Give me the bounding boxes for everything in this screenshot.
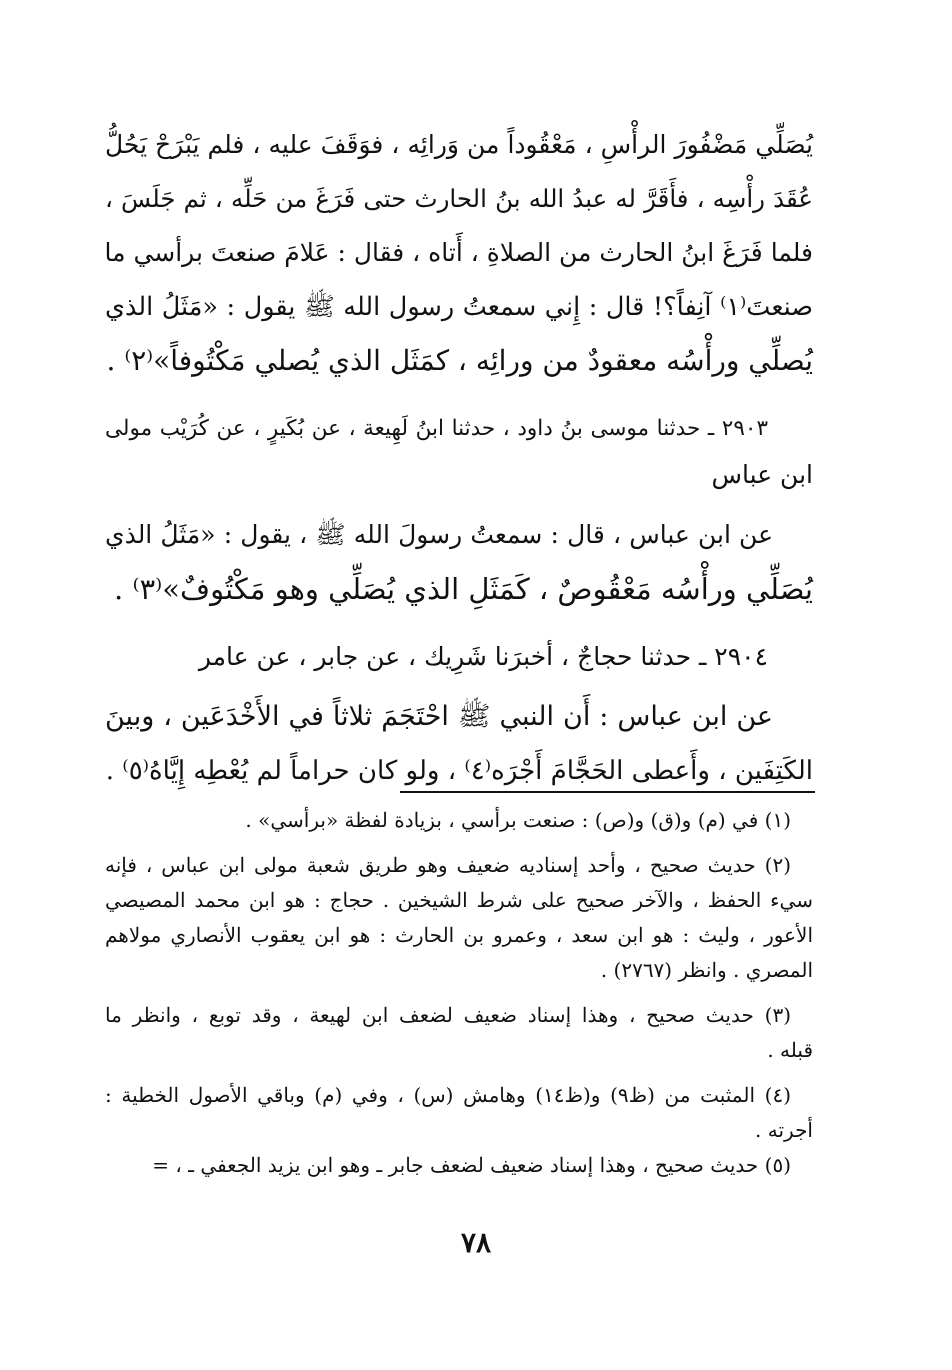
footnote-line: سيء الحفظ ، والآخر صحيح على شرط الشيخين . حجاج : هو ابن محمد المصيصي (105, 888, 813, 912)
text-line: الكَتِفَين ، وأَعطى الحَجَّامَ أَجْرَه⁽٤⁾ ، ولو كان حراماً لم يُعْطِه إِيَّاهُ⁽٥⁾ . (105, 756, 813, 786)
hadith-2903-matn (105, 508, 813, 616)
hadith-2904-isnad (105, 634, 813, 680)
footnote-5 (105, 1148, 813, 1183)
isnad-line: ٢٩٠٤ ـ حدثنا حجاجٌ ، أخبرَنا شَرِيك ، عن جابر ، عن عامر (198, 642, 768, 671)
footnote-3 (105, 998, 813, 1068)
hadith-2903-isnad (105, 406, 813, 498)
footnote-2 (105, 848, 813, 988)
isnad-line: ابن عباس (711, 460, 813, 489)
footnote-separator (400, 791, 815, 793)
main-text (105, 118, 813, 798)
footnote-line: الأعور ، وليث : هو ابن سعد ، وعمرو بن الحارث : هو ابن يعقوب الأنصاري مولاهم (105, 923, 813, 947)
footnotes (105, 803, 813, 1183)
text-line: صنعتَ⁽١⁾ آنِفاً؟! قال : إِني سمعتُ رسول الله ﷺ يقول : «مَثَلُ الذي (105, 292, 813, 322)
hadith-2904-matn (105, 690, 813, 798)
text-line: يُصَلِّي مَضْفُورَ الرأْسِ ، مَعْقُوداً من وَرائِه ، فوَقَفَ عليه ، فلم يَبْرَحْ يَحُلُّ (105, 130, 813, 159)
text-line: عن ابن عباس : أَن النبي ﷺ احْتَجَمَ ثلاثاً في الأَخْدَعَين ، وبينَ (105, 701, 773, 732)
text-line: فلما فَرَغَ ابنُ الحارث من الصلاةِ ، أَتاه ، فقال : عَلامَ صنعتَ برأسي ما (104, 238, 813, 267)
footnote-line: أجرته . (755, 1118, 813, 1142)
footnote-line: (٤) المثبت من (ظ٩) و(ظ١٤) وهامش (س) ، وفي (م) وباقي الأصول الخطية : (105, 1083, 791, 1107)
isnad-line: ٢٩٠٣ ـ حدثنا موسى بنُ داود ، حدثنا ابنُ لَهِيعة ، عن بُكَيرٍ ، عن كُرَيْب مولى (105, 416, 768, 441)
text-line: عُقَدَ رأْسِه ، فأَقَرَّ له عبدُ الله بنُ الحارث حتى فَرَغَ من حَلِّه ، ثم جَلَسَ ، (105, 184, 813, 213)
footnote-4 (105, 1078, 813, 1148)
footnote-line: (٢) حديث صحيح ، وأحد إسناديه ضعيف وهو طريق شعبة مولى ابن عباس ، فإنه (105, 853, 791, 877)
footnote-1 (105, 803, 813, 838)
text-line: عن ابن عباس ، قال : سمعتُ رسولَ الله ﷺ ، يقول : «مَثَلُ الذي (105, 520, 773, 549)
footnote-line: (٥) حديث صحيح ، وهذا إسناد ضعيف لضعف جابر ـ وهو ابن يزيد الجعفي ـ ، = (152, 1153, 791, 1177)
text-line: يُصلِّي ورأْسُه معقودٌ من ورائِه ، كمَثَل الذي يُصلي مَكْتُوفاً»⁽٢⁾ . (106, 344, 813, 377)
text-line: يُصَلِّي ورأْسُه مَعْقُوصٌ ، كَمَثَلِ الذي يُصَلِّي وهو مَكْتُوفٌ»⁽٣⁾ . (114, 572, 813, 606)
footnote-line: المصري . وانظر (٢٧٦٧) . (600, 958, 813, 982)
page-number: ٧٨ (460, 1226, 492, 1259)
footnote-line: (١) في (م) و(ق) و(ص) : صنعت برأسي ، بزيادة لفظة «برأسي» . (245, 808, 791, 832)
footnote-line: (٣) حديث صحيح ، وهذا إسناد ضعيف لضعف ابن لهيعة ، وقد توبع ، وانظر ما (105, 1003, 791, 1027)
footnote-line: قبله . (767, 1038, 813, 1062)
paragraph-continuation (105, 118, 813, 388)
